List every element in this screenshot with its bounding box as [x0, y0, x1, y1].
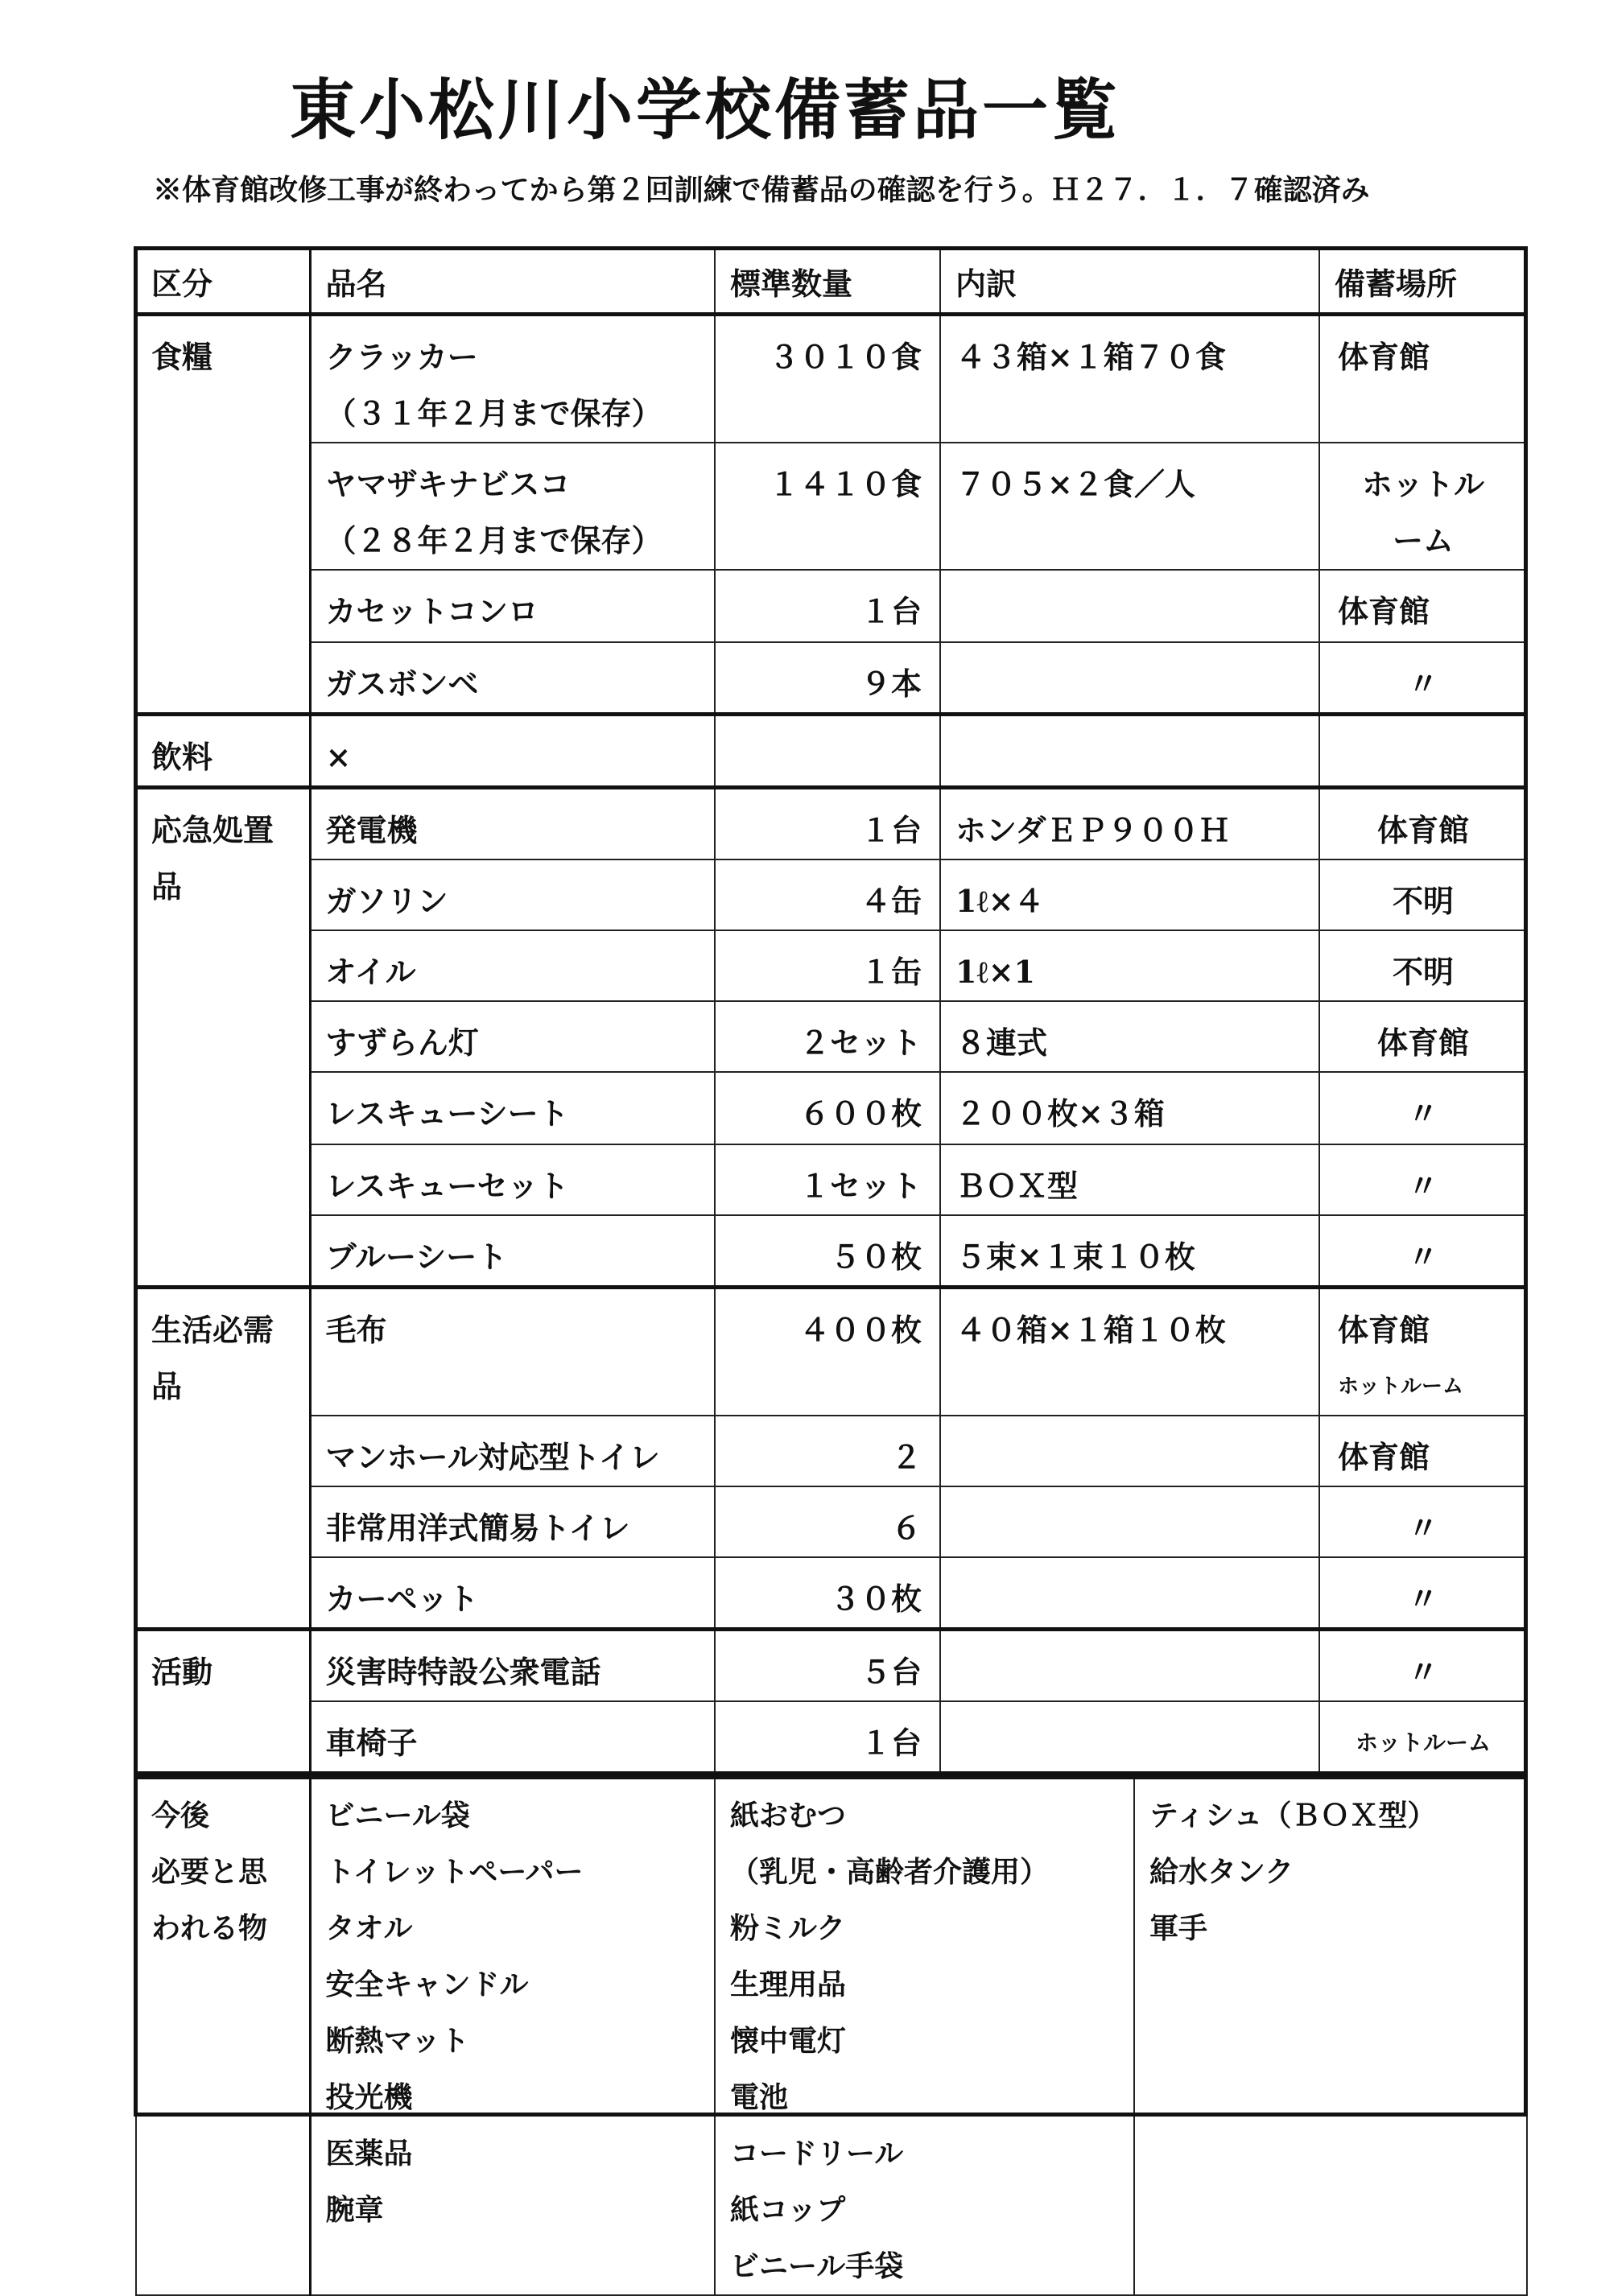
future-item: ティシュ（ＢＯＸ型） [1149, 1799, 1437, 1832]
item-name: 車椅子 [310, 1701, 715, 1775]
item-location: 〃 [1319, 1630, 1527, 1702]
item-quantity [715, 715, 940, 788]
future-item: コードリール [730, 2137, 904, 2170]
item-name: カセットコンロ [310, 570, 715, 642]
future-item: タオル [325, 1911, 413, 1945]
table-row [136, 315, 1527, 443]
item-location: 〃 [1319, 642, 1527, 715]
item-location: 体育館 [1319, 315, 1527, 443]
item-name: ガスボンベ [310, 642, 715, 715]
future-col-3 [1134, 1775, 1527, 2295]
future-item: 投光機 [325, 2080, 413, 2114]
item-name: 毛布 [310, 1288, 715, 1416]
item-location: 不明 [1319, 930, 1527, 1001]
header-quantity: 標準数量 [715, 249, 940, 315]
future-col-1 [310, 1775, 715, 2295]
item-location: 〃 [1319, 1072, 1527, 1144]
item-name: ガソリン [310, 859, 715, 930]
item-quantity: ２ [715, 1416, 940, 1486]
page-title: 東小松川小学校備蓄品一覧 [290, 72, 1121, 149]
header-location: 備蓄場所 [1319, 249, 1527, 315]
item-location: ホットルーム [1319, 1701, 1527, 1775]
future-item: 安全キャンドル [325, 1968, 529, 2001]
future-item: 電池 [730, 2080, 789, 2114]
item-location: 体育館 [1319, 1416, 1527, 1486]
table-row [136, 1557, 1527, 1630]
item-quantity: １缶 [715, 930, 940, 1001]
header-breakdown: 内訳 [940, 249, 1319, 315]
item-quantity: ２セット [715, 1001, 940, 1072]
item-quantity: １台 [715, 570, 940, 642]
item-location: 〃 [1319, 1486, 1527, 1557]
item-location: 体育館 ホットルーム [1319, 1288, 1527, 1416]
table-row [136, 1001, 1527, 1072]
item-name: 発電機 [310, 788, 715, 860]
item-breakdown: ＢＯＸ型 [940, 1144, 1319, 1215]
item-breakdown: ７０５×２食／人 [940, 443, 1319, 570]
item-quantity: １台 [715, 1701, 940, 1775]
table-row [136, 1144, 1527, 1215]
table-row [136, 1486, 1527, 1557]
item-quantity: ５０枚 [715, 1215, 940, 1288]
category-cell: 活動 [136, 1630, 310, 1776]
future-item: 軍手 [1149, 1911, 1208, 1945]
table-row [136, 1215, 1527, 1288]
item-name: 災害時特設公衆電話 [310, 1630, 715, 1702]
item-breakdown: ４０箱×１箱１０枚 [940, 1288, 1319, 1416]
table-row [136, 930, 1527, 1001]
item-quantity: ４００枚 [715, 1288, 940, 1416]
table-row [136, 1416, 1527, 1486]
table-row [136, 570, 1527, 642]
table-row [136, 715, 1527, 788]
item-quantity: ３０１０食 [715, 315, 940, 443]
item-breakdown: ホンダＥＰ９００Ｈ [940, 788, 1319, 860]
item-quantity: ６ [715, 1486, 940, 1557]
item-breakdown: ４３箱×１箱７０食 [940, 315, 1319, 443]
category-cell: 飲料 [136, 715, 310, 788]
item-location: 体育館 [1319, 788, 1527, 860]
table-row [136, 1630, 1527, 1702]
item-breakdown: ２００枚×３箱 [940, 1072, 1319, 1144]
item-breakdown [940, 1557, 1319, 1630]
future-category-cell: 今後 必要と思 われる物 [136, 1775, 310, 2295]
item-name: マンホール対応型トイレ [310, 1416, 715, 1486]
future-item: 医薬品 [325, 2137, 413, 2170]
item-quantity: ９本 [715, 642, 940, 715]
future-item: 粉ミルク [730, 1911, 846, 1945]
item-name: ブルーシート [310, 1215, 715, 1288]
item-quantity: ３０枚 [715, 1557, 940, 1630]
future-item: 生理用品 [730, 1968, 847, 2001]
item-name: クラッカー （３１年２月まで保存） [310, 315, 715, 443]
item-breakdown [940, 570, 1319, 642]
item-breakdown: ８連式 [940, 1001, 1319, 1072]
table-row [136, 642, 1527, 715]
future-item: 腕章 [325, 2193, 384, 2227]
table-row [136, 859, 1527, 930]
item-location: ホットル ーム [1319, 443, 1527, 570]
item-quantity: １台 [715, 788, 940, 860]
future-item: トイレットペーパー [325, 1855, 584, 1889]
item-location: 体育館 [1319, 1001, 1527, 1072]
item-breakdown [940, 1486, 1319, 1557]
future-item: 紙コップ [730, 2193, 846, 2227]
item-breakdown [940, 715, 1319, 788]
item-quantity: １セット [715, 1144, 940, 1215]
item-quantity: ５台 [715, 1630, 940, 1702]
table-row [136, 1288, 1527, 1416]
header-name: 品名 [310, 249, 715, 315]
category-cell: 生活必需 品 [136, 1288, 310, 1630]
item-location: 〃 [1319, 1144, 1527, 1215]
category-cell: 応急処置 品 [136, 788, 310, 1288]
item-breakdown [940, 1701, 1319, 1775]
future-needs-row [136, 1775, 1527, 2295]
future-item: 断熱マット [325, 2024, 470, 2058]
item-location: 〃 [1319, 1215, 1527, 1288]
item-name: レスキューシート [310, 1072, 715, 1144]
item-location [1319, 715, 1527, 788]
item-breakdown [940, 1416, 1319, 1486]
item-breakdown: 1ℓ×1 [940, 930, 1319, 1001]
item-name: 非常用洋式簡易トイレ [310, 1486, 715, 1557]
item-breakdown [940, 642, 1319, 715]
item-name: × [310, 715, 715, 788]
item-name: すずらん灯 [310, 1001, 715, 1072]
header-row [136, 249, 1527, 315]
item-name: レスキューセット [310, 1144, 715, 1215]
item-location: 不明 [1319, 859, 1527, 930]
item-breakdown: ５束×１束１０枚 [940, 1215, 1319, 1288]
item-breakdown: 1ℓ×４ [940, 859, 1319, 930]
item-location: 〃 [1319, 1557, 1527, 1630]
item-name: カーペット [310, 1557, 715, 1630]
table-row [136, 1072, 1527, 1144]
future-item: 給水タンク [1149, 1855, 1294, 1889]
inventory-table [135, 248, 1528, 2296]
item-location: 体育館 [1319, 570, 1527, 642]
item-name: ヤマザキナビスコ （２８年２月まで保存） [310, 443, 715, 570]
future-item: ビニール手袋 [730, 2249, 904, 2283]
future-item: （乳児・高齢者介護用） [730, 1855, 1050, 1889]
category-cell: 食糧 [136, 315, 310, 715]
item-quantity: ４缶 [715, 859, 940, 930]
item-quantity: １４１０食 [715, 443, 940, 570]
header-category: 区分 [136, 249, 310, 315]
table-row [136, 1701, 1527, 1775]
table-row [136, 788, 1527, 860]
future-item: 懐中電灯 [730, 2024, 847, 2058]
item-quantity: ６００枚 [715, 1072, 940, 1144]
future-col-2 [715, 1775, 1134, 2295]
table-row [136, 443, 1527, 570]
confirmation-note: ※体育館改修工事が終わってから第２回訓練で備蓄品の確認を行う。Ｈ２７．１．７確認済み [153, 173, 1370, 207]
item-name: オイル [310, 930, 715, 1001]
item-breakdown [940, 1630, 1319, 1702]
future-item: 紙おむつ [730, 1799, 847, 1832]
future-item: ビニール袋 [325, 1799, 470, 1832]
